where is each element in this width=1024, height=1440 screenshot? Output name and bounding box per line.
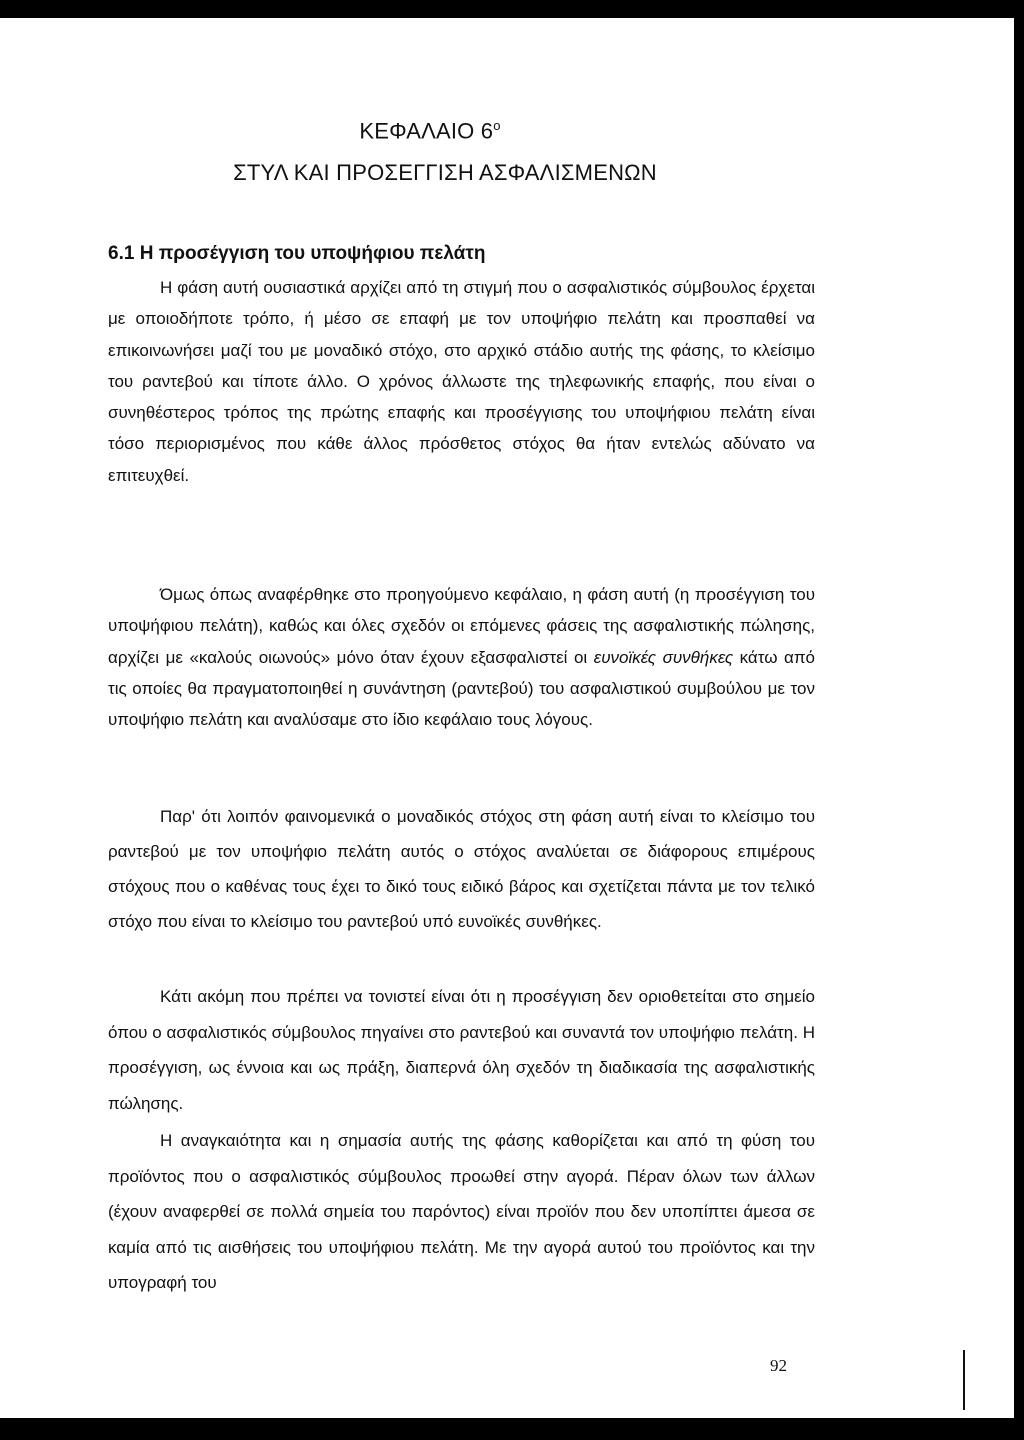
scan-edge-top: [0, 0, 1024, 18]
chapter-number-text: ΚΕΦΑΛΑΙΟ 6: [359, 118, 494, 144]
chapter-title: ΣΤΥΛ ΚΑΙ ΠΡΟΣΕΓΓΙΣΗ ΑΣΦΑΛΙΣΜΕΝΩΝ: [233, 160, 657, 185]
chapter-number-superscript: ο: [493, 118, 501, 133]
paragraph-2: [108, 579, 815, 735]
section-heading: [108, 243, 485, 265]
paragraph-1: Η φάση αυτή ουσιαστικά αρχίζει από τη στιγμή που ο ασφαλιστικός σύμβουλος έρχεται με οποιοδήποτε τρόπο, ή μέσο σε επαφή με τον υποψήφιο πελάτη και προσπαθεί να επικοινωνήσει μαζί του με μοναδικό στόχο, στο αρχικό στάδιο αυτής της φάσης, το κλείσιμο του ραντεβού και τίποτε άλλο. Ο χρόνος άλλωστε της τηλεφωνικής επαφής, που είναι ο συνηθέστερος τρόπος της πρώτης επαφής και προσέγγισης του υποψήφιου πελάτη είναι τόσο περιορισμένος που κάθε άλλος πρόσθετος στόχος θα ήταν εντελώς αδύνατο να επιτευχθεί.: [108, 278, 815, 485]
paragraph-4: Κάτι ακόμη που πρέπει να τονιστεί είναι ότι η προσέγγιση δεν οριοθετείται στο σημείο όπου ο ασφαλιστικός σύμβουλος πηγαίνει στο ραντεβού και συναντά τον υποψήφιο πελάτη. Η προσέγγιση, ως έννοια και ως πράξη, διαπερνά όλη σχεδόν τη διαδικασία της ασφαλιστικής πώλησης.: [108, 987, 815, 1113]
margin-rule: [963, 1350, 965, 1410]
paragraph-5: Η αναγκαιότητα και η σημασία αυτής της φάσης καθορίζεται και από τη φύση του προϊόντος που ο ασφαλιστικός σύμβουλος προωθεί στην αγορά. Πέραν όλων των άλλων (έχουν αναφερθεί σε πολλά σημεία του παρόντος) είναι προϊόν που δεν υποπίπτει άμεσα σε καμία από τις αισθήσεις του υποψήφιου πελάτη. Με την αγορά αυτού του προϊόντος και την υπογραφή του: [108, 1131, 815, 1292]
section-heading-text: Η προσέγγιση του υποψήφιου πελάτη: [139, 243, 486, 264]
scan-edge-bottom: [0, 1418, 1024, 1440]
page-number: 92: [770, 1356, 787, 1375]
paragraph-3: Παρ' ότι λοιπόν φαινομενικά ο μοναδικός στόχος στη φάση αυτή είναι το κλείσιμο του ραντεβού με τον υποψήφιο πελάτη αυτός ο στόχος αναλύεται σε διάφορους επιμέρους στόχους που ο καθένας τους έχει το δικό τους ειδικό βάρος και σχετίζεται πάντα με τον τελικό στόχο που είναι το κλείσιμο του ραντεβού υπό ευνοϊκές συνθήκες.: [108, 807, 815, 931]
section-number: 6.1: [108, 243, 135, 264]
paragraph-2-italic-phrase: ευνοϊκές συνθήκες: [593, 647, 734, 667]
chapter-number: [0, 118, 860, 144]
paragraph-2-part-b: κάτω από τις οποίες θα πραγματοποιηθεί η συνάντηση (ραντεβού) του ασφαλιστικού συμβούλου με τον υποψήφιο πελάτη και αναλύσαμε στο ίδιο κεφάλαιο τους λόγους.: [108, 647, 816, 730]
scan-edge-right: [1014, 0, 1024, 1440]
paragraph-2-part-a: Όμως όπως αναφέρθηκε στο προηγούμενο κεφάλαιο, η φάση αυτή (η προσέγγιση του υποψήφιου πελάτη), καθώς και όλες σχεδόν οι επόμενες φάσεις της ασφαλιστικής πώλησης, αρχίζει με «καλούς οιωνούς» μόνο όταν έχουν εξασφαλιστεί οι: [108, 585, 815, 667]
